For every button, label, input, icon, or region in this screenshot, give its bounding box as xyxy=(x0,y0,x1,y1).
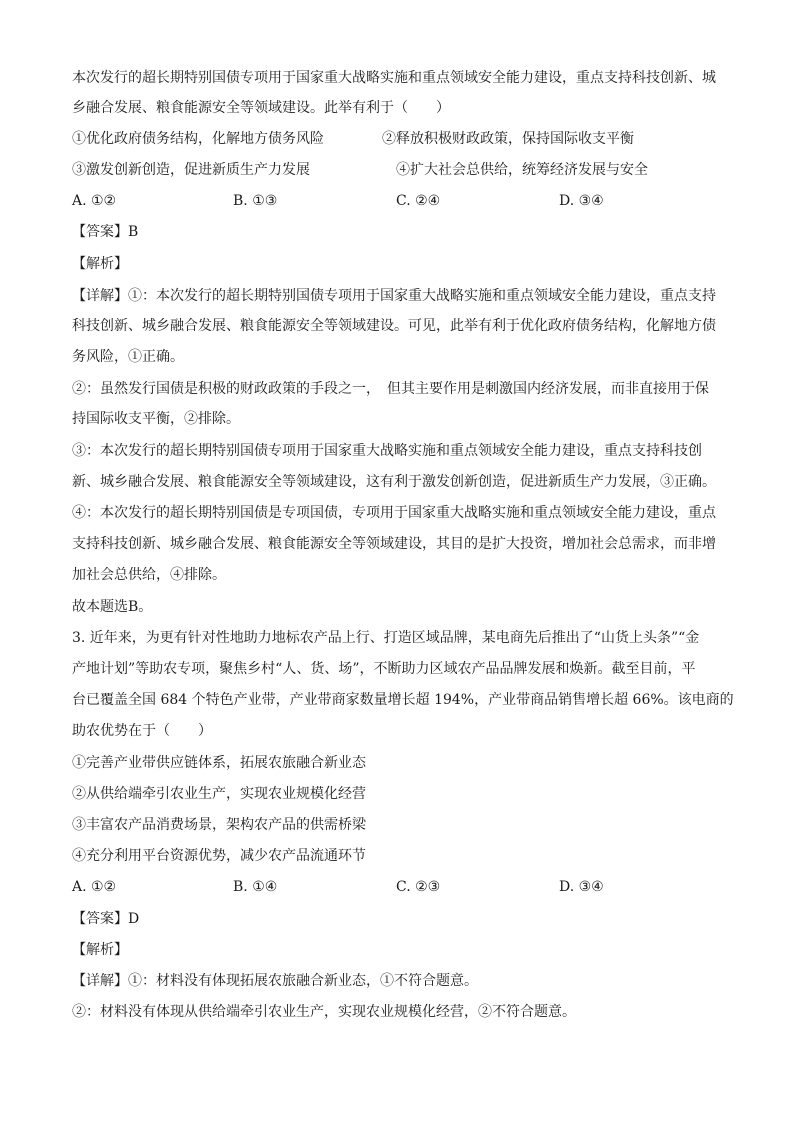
q2-detail-line-6: ③：本次发行的超长期特别国债专项用于国家重大战略实施和重点领域安全能力建设，重点支持科技创 xyxy=(72,443,702,459)
q2-detail-line-2: 科技创新、城乡融合发展、粮食能源安全等领域建设。可见，此举有利于优化政府债务结构，化解地方债 xyxy=(72,318,716,334)
q3-statement-2: ②从供给端牵引农业生产，实现农业规模化经营 xyxy=(72,786,366,802)
q2-detail-line-5: 持国际收支平衡，②排除。 xyxy=(72,411,240,427)
q2-detail-line-7: 新、城乡融合发展、粮食能源安全等领域建设，这有利于激发创新创造，促进新质生产力发展，③正确。 xyxy=(72,474,716,490)
q3-statement-3: ③丰富农产品消费场景，架构农产品的供需桥梁 xyxy=(72,817,366,833)
q2-option-d: D. ③④ xyxy=(559,193,604,209)
q2-detail-line-1: 【详解】①：本次发行的超长期特别国债专项用于国家重大战略实施和重点领域安全能力建设，重点支持 xyxy=(72,288,716,304)
q2-conclusion: 故本题选B。 xyxy=(72,599,153,615)
q2-stem-line-1: 本次发行的超长期特别国债专项用于国家重大战略实施和重点领域安全能力建设，重点支持科技创新、城 xyxy=(72,70,716,86)
q3-analysis-label: 【解析】 xyxy=(72,942,128,958)
q2-statement-2: ②释放积极财政政策，保持国际收支平衡 xyxy=(382,131,634,147)
q2-option-b: B. ①③ xyxy=(233,193,278,209)
q3-option-a: A. ①② xyxy=(72,879,117,895)
q3-detail-line-2: ②：材料没有体现从供给端牵引农业生产，实现农业规模化经营，②不符合题意。 xyxy=(72,1004,576,1020)
q2-detail-line-4: ②：虽然发行国债是积极的财政政策的手段之一， 但其主要作用是刺激国内经济发展，而非直接用于保 xyxy=(72,381,709,397)
q2-detail-line-10: 加社会总供给，④排除。 xyxy=(72,567,226,583)
q3-stem-line-4: 助农优势在于（ ） xyxy=(72,723,212,739)
q2-option-c: C. ②④ xyxy=(396,193,441,209)
q3-option-b: B. ①④ xyxy=(233,879,278,895)
q2-detail-line-8: ④：本次发行的超长期特别国债是专项国债，专项用于国家重大战略实施和重点领域安全能力建设，重点 xyxy=(72,505,716,521)
q3-statement-4: ④充分利用平台资源优势，减少农产品流通环节 xyxy=(72,848,366,864)
q2-analysis-label: 【解析】 xyxy=(72,256,128,272)
q2-statement-3: ③激发创新创造，促进新质生产力发展 xyxy=(72,162,310,178)
q3-answer: 【答案】D xyxy=(72,911,140,927)
q3-stem-line-3: 台已覆盖全国 684 个特色产业带，产业带商家数量增长超 194%，产业带商品销售增长超 66%。该电商的 xyxy=(72,692,734,708)
q2-statement-1: ①优化政府债务结构，化解地方债务风险 xyxy=(72,131,324,147)
q2-option-a: A. ①② xyxy=(72,193,117,209)
q2-statement-4: ④扩大社会总供给，统筹经济发展与安全 xyxy=(396,162,648,178)
q2-detail-line-9: 支持科技创新、城乡融合发展、粮食能源安全等领域建设，其目的是扩大投资，增加社会总需求，而非增 xyxy=(72,536,716,552)
q2-detail-line-3: 务风险，①正确。 xyxy=(72,349,184,365)
q3-stem-line-2: 产地计划”等助农专项，聚焦乡村“人、货、场”，不断助力区域农产品品牌发展和焕新。截至目前，平 xyxy=(72,661,696,677)
q3-option-d: D. ③④ xyxy=(559,879,604,895)
q3-option-c: C. ②③ xyxy=(396,879,441,895)
q2-answer: 【答案】B xyxy=(72,224,139,240)
q2-stem-line-2: 乡融合发展、粮食能源安全等领域建设。此举有利于（ ） xyxy=(72,100,450,116)
q3-stem-line-1: 3. 近年来，为更有针对性地助力地标农产品上行、打造区域品牌，某电商先后推出了“山货上头条”“金 xyxy=(72,630,700,646)
q3-detail-line-1: 【详解】①：材料没有体现拓展农旅融合新业态，①不符合题意。 xyxy=(72,973,478,989)
q3-statement-1: ①完善产业带供应链体系，拓展农旅融合新业态 xyxy=(72,755,366,771)
